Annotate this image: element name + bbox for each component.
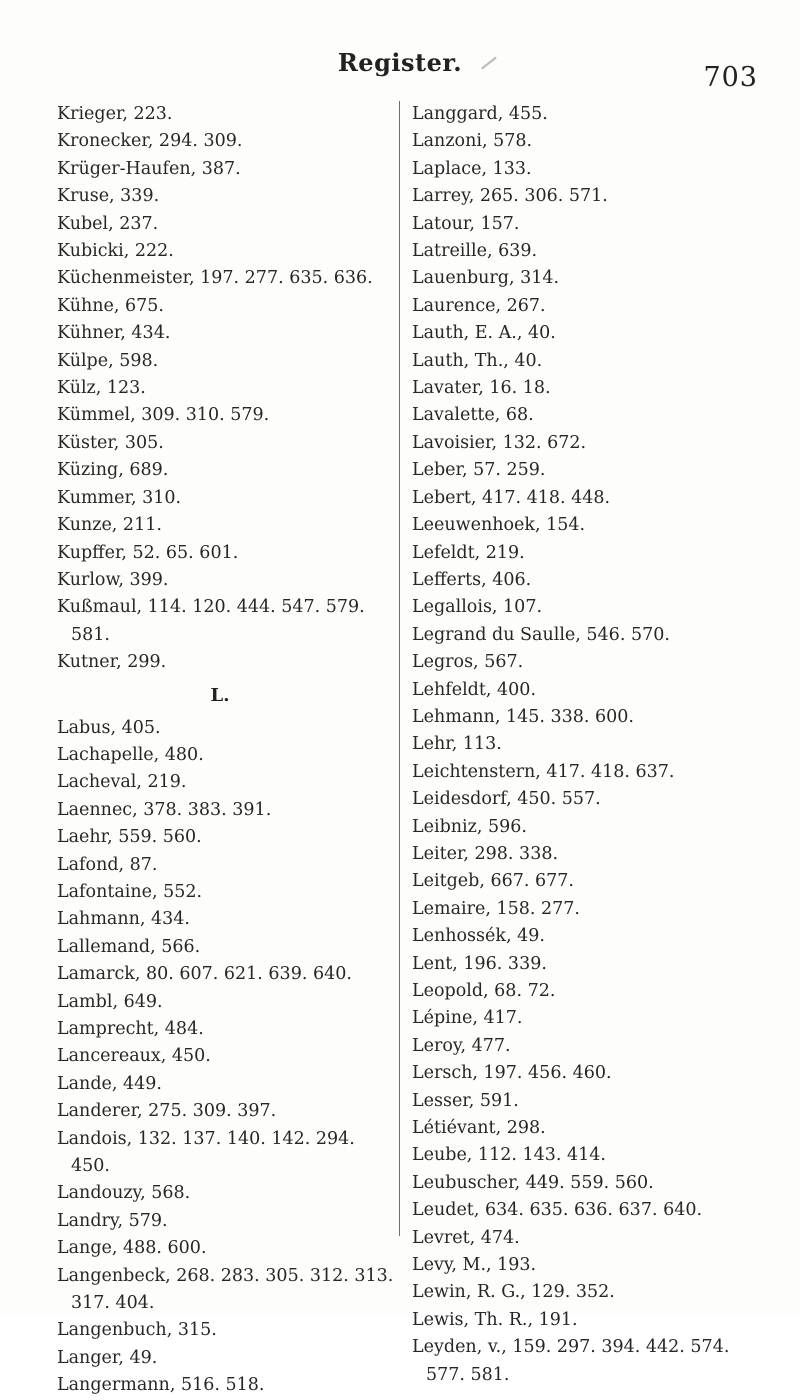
index-entry: Lavater, 16. 18. <box>412 378 551 399</box>
index-entry: Leidesdorf, 450. 557. <box>412 789 601 810</box>
index-entry: Kubicki, 222. <box>57 241 174 262</box>
index-entry: Lauth, E. A., 40. <box>412 323 556 344</box>
index-entry: Leichtenstern, 417. 418. 637. <box>412 761 675 782</box>
section-heading-l: L. <box>210 684 230 706</box>
index-entry: Lauenburg, 314. <box>412 268 560 289</box>
index-entry: Labus, 405. <box>57 717 161 738</box>
index-entry: Leibniz, 596. <box>412 816 527 837</box>
index-entry: Lande, 449. <box>57 1073 162 1094</box>
index-entry: Külz, 123. <box>57 378 146 399</box>
index-entry: Kümmel, 309. 310. 579. <box>57 405 270 426</box>
index-entry: Kunze, 211. <box>57 515 162 536</box>
index-entry: Laehr, 559. 560. <box>57 827 202 848</box>
index-entry: Lallemand, 566. <box>57 936 201 957</box>
index-entry: Leubuscher, 449. 559. 560. <box>412 1172 654 1193</box>
index-entry: Lange, 488. 600. <box>57 1238 207 1259</box>
left-column <box>57 101 397 1400</box>
index-entry: Küchenmeister, 197. 277. 635. 636. <box>57 268 373 289</box>
index-entry: Landry, 579. <box>57 1210 168 1231</box>
index-entry: Langenbeck, 268. 283. 305. 312. 313. 317. 404. <box>57 1265 394 1314</box>
index-entry: Langermann, 516. 518. <box>57 1375 265 1396</box>
index-entry: Leiter, 298. 338. <box>412 843 559 864</box>
index-entry: Legros, 567. <box>412 652 524 673</box>
index-entry: Lesser, 591. <box>412 1090 519 1111</box>
index-entry: Lefferts, 406. <box>412 569 532 590</box>
index-entry: Lahmann, 434. <box>57 909 190 930</box>
index-entry: Langer, 49. <box>57 1347 158 1368</box>
index-entry: Leber, 57. 259. <box>412 460 546 481</box>
index-entry: Larrey, 265. 306. 571. <box>412 186 608 207</box>
index-entry: Kummer, 310. <box>57 487 182 508</box>
index-entry: Leyden, v., 159. 297. 394. 442. 574. 577. 581. <box>412 1337 730 1385</box>
index-entry: Leeuwenhoek, 154. <box>412 515 586 536</box>
index-entry: Leitgeb, 667. 677. <box>412 871 574 892</box>
index-entry: Kruse, 339. <box>57 186 160 207</box>
index-entry: Lamprecht, 484. <box>57 1019 204 1039</box>
index-entry: Lewis, Th. R., 191. <box>412 1309 578 1330</box>
index-entry: Lachapelle, 480. <box>57 744 204 765</box>
page-number: 703 <box>703 62 758 93</box>
index-entry: Laennec, 378. 383. 391. <box>57 799 272 820</box>
index-entry: Lersch, 197. 456. 460. <box>412 1063 612 1084</box>
index-entry: Lenhossék, 49. <box>412 926 545 947</box>
running-title: Register. <box>337 48 463 77</box>
index-entry: Kubel, 237. <box>57 213 159 234</box>
column-divider <box>399 101 400 1236</box>
index-entry: Krieger, 223. <box>57 104 173 124</box>
index-entry: Lehr, 113. <box>412 734 502 755</box>
index-entry: Lépine, 417. <box>412 1008 523 1029</box>
index-entry: Laplace, 133. <box>412 158 532 179</box>
index-entry: Langgard, 455. <box>412 104 548 124</box>
index-entry: Kühner, 434. <box>57 323 171 344</box>
index-entry: Lafond, 87. <box>57 854 158 875</box>
index-entry: Kußmaul, 114. 120. 444. 547. 579. 581. <box>57 597 365 645</box>
index-entry: Levy, M., 193. <box>412 1255 537 1276</box>
index-entry: Lent, 196. 339. <box>412 953 547 974</box>
entries-k-list <box>57 101 397 677</box>
index-entry: Kronecker, 294. 309. <box>57 131 243 152</box>
index-entry: Levret, 474. <box>412 1227 520 1248</box>
index-entry: Leroy, 477. <box>412 1035 511 1056</box>
index-entry: Kutner, 299. <box>57 652 167 673</box>
index-entry: Landerer, 275. 309. 397. <box>57 1101 277 1122</box>
index-entry: Langenbuch, 315. <box>57 1320 217 1341</box>
index-entry: Kühne, 675. <box>57 295 164 316</box>
index-entry: Kurlow, 399. <box>57 569 169 590</box>
index-entry: Legallois, 107. <box>412 597 543 618</box>
index-entry: Lamarck, 80. 607. 621. 639. 640. <box>57 964 352 985</box>
index-entry: Leube, 112. 143. 414. <box>412 1145 606 1166</box>
index-entry: Lanzoni, 578. <box>412 131 533 152</box>
index-entry: Krüger-Haufen, 387. <box>57 158 241 179</box>
entries-l-list <box>57 715 397 1400</box>
index-entry: Latour, 157. <box>412 213 520 234</box>
index-entry: Lacheval, 219. <box>57 772 187 793</box>
index-entry: Lambl, 649. <box>57 991 163 1012</box>
index-entry: Lebert, 417. 418. 448. <box>412 487 611 508</box>
index-entry: Küzing, 689. <box>57 460 169 481</box>
index-entry: Lavalette, 68. <box>412 405 534 426</box>
index-entry: Laurence, 267. <box>412 295 546 316</box>
index-entry: Lehfeldt, 400. <box>412 679 537 700</box>
index-entry: Lauth, Th., 40. <box>412 350 543 371</box>
index-entry: Külpe, 598. <box>57 350 159 371</box>
index-entry: Landois, 132. 137. 140. 142. 294. 450. <box>57 1128 355 1177</box>
index-entry: Latreille, 639. <box>412 241 538 262</box>
index-entry: Landouzy, 568. <box>57 1183 191 1204</box>
index-entry: Létiévant, 298. <box>412 1118 546 1139</box>
index-entry: Leudet, 634. 635. 636. 637. 640. <box>412 1200 703 1221</box>
page-header <box>0 48 800 93</box>
index-entry: Lavoisier, 132. 672. <box>412 432 587 453</box>
index-entry: Küster, 305. <box>57 432 164 453</box>
index-entry: Lewin, R. G., 129. 352. <box>412 1282 615 1303</box>
index-entry: Kupffer, 52. 65. 601. <box>57 542 239 563</box>
index-entry: Leopold, 68. 72. <box>412 981 556 1001</box>
right-column <box>412 101 752 1389</box>
index-entry: Lehmann, 145. 338. 600. <box>412 706 634 727</box>
index-entry: Lemaire, 158. 277. <box>412 898 580 919</box>
index-entry: Lafontaine, 552. <box>57 881 203 902</box>
index-entry: Lefeldt, 219. <box>412 542 525 563</box>
entries-right-list <box>412 101 752 1389</box>
index-entry: Lancereaux, 450. <box>57 1046 211 1067</box>
index-entry: Legrand du Saulle, 546. 570. <box>412 624 670 645</box>
